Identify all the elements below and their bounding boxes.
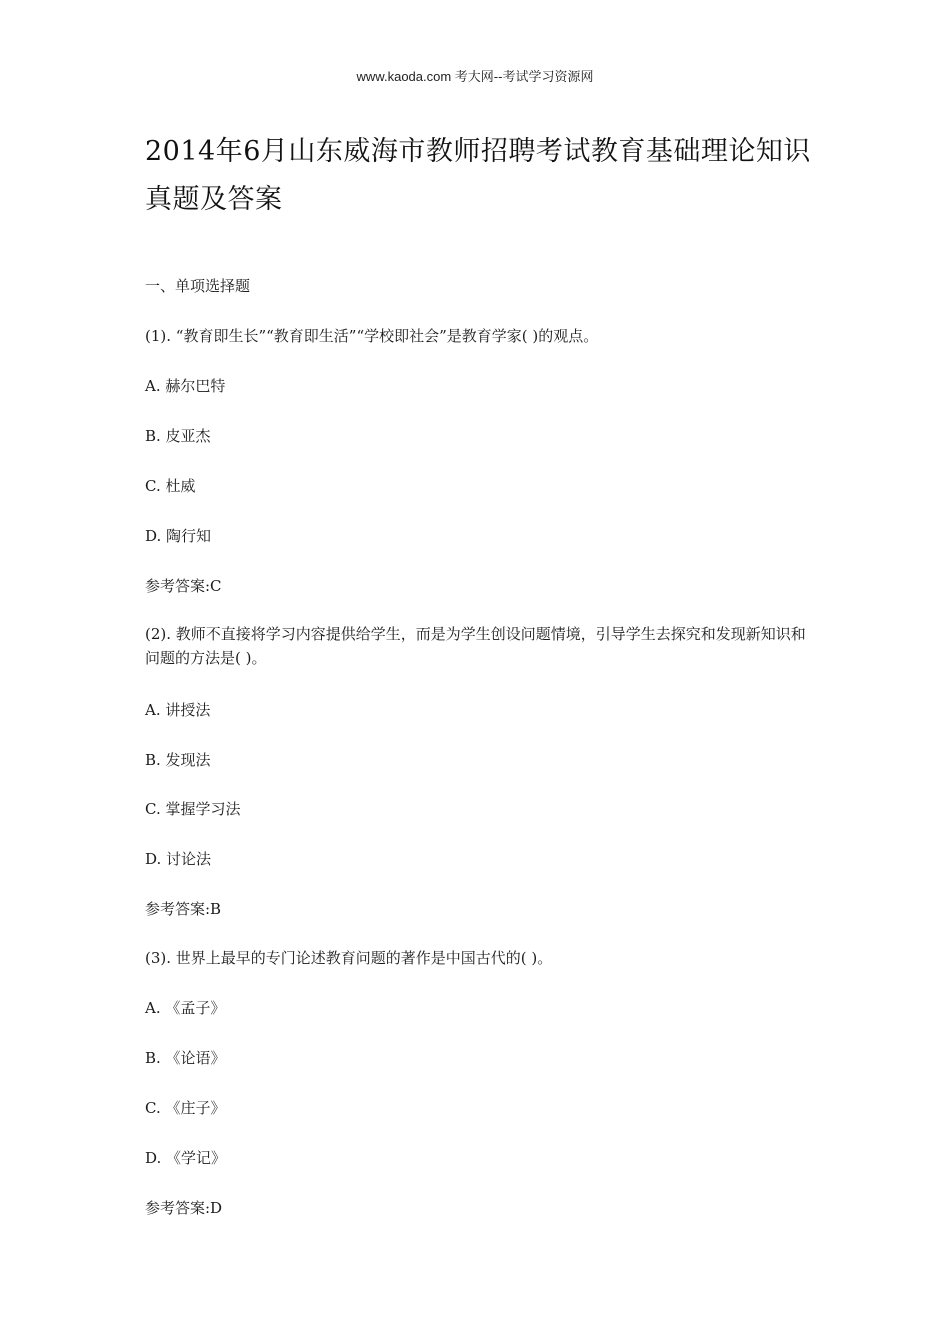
question-1-stem: (1). “教育即生长”“教育即生活”“学校即社会”是教育学家( )的观点。: [145, 327, 599, 345]
question-1-option-a: A. 赫尔巴特: [145, 377, 226, 395]
question-1-option-d: D. 陶行知: [145, 527, 212, 545]
question-3-option-d: D. 《学记》: [145, 1149, 227, 1167]
question-2-stem: (2). 教师不直接将学习内容提供给学生，而是为学生创设问题情境，引导学生去探究和发现新知识和问题的方法是( )。: [145, 625, 806, 667]
question-2-option-d: D. 讨论法: [145, 850, 212, 868]
question-3-option-b: B. 《论语》: [145, 1049, 226, 1067]
question-3-answer: 参考答案:D: [145, 1199, 223, 1217]
question-1-answer: 参考答案:C: [145, 577, 222, 595]
question-1-option-c: C. 杜威: [145, 477, 196, 495]
question-3-stem: (3). 世界上最早的专门论述教育问题的著作是中国古代的( )。: [145, 949, 553, 967]
section-heading: 一、单项选择题: [145, 277, 251, 295]
question-1-option-b: B. 皮亚杰: [145, 427, 211, 445]
question-2-answer: 参考答案:B: [145, 900, 222, 918]
question-2-option-c: C. 掌握学习法: [145, 800, 241, 818]
document-title: 2014年6月山东威海市教师招聘考试教育基础理论知识真题及答案: [145, 136, 811, 215]
question-3-option-c: C. 《庄子》: [145, 1099, 226, 1117]
question-2-option-a: A. 讲授法: [145, 701, 211, 719]
question-3-option-a: A. 《孟子》: [145, 999, 226, 1017]
page-header: www.kaoda.com 考大网--考试学习资源网: [356, 69, 594, 84]
question-2-option-b: B. 发现法: [145, 751, 211, 769]
